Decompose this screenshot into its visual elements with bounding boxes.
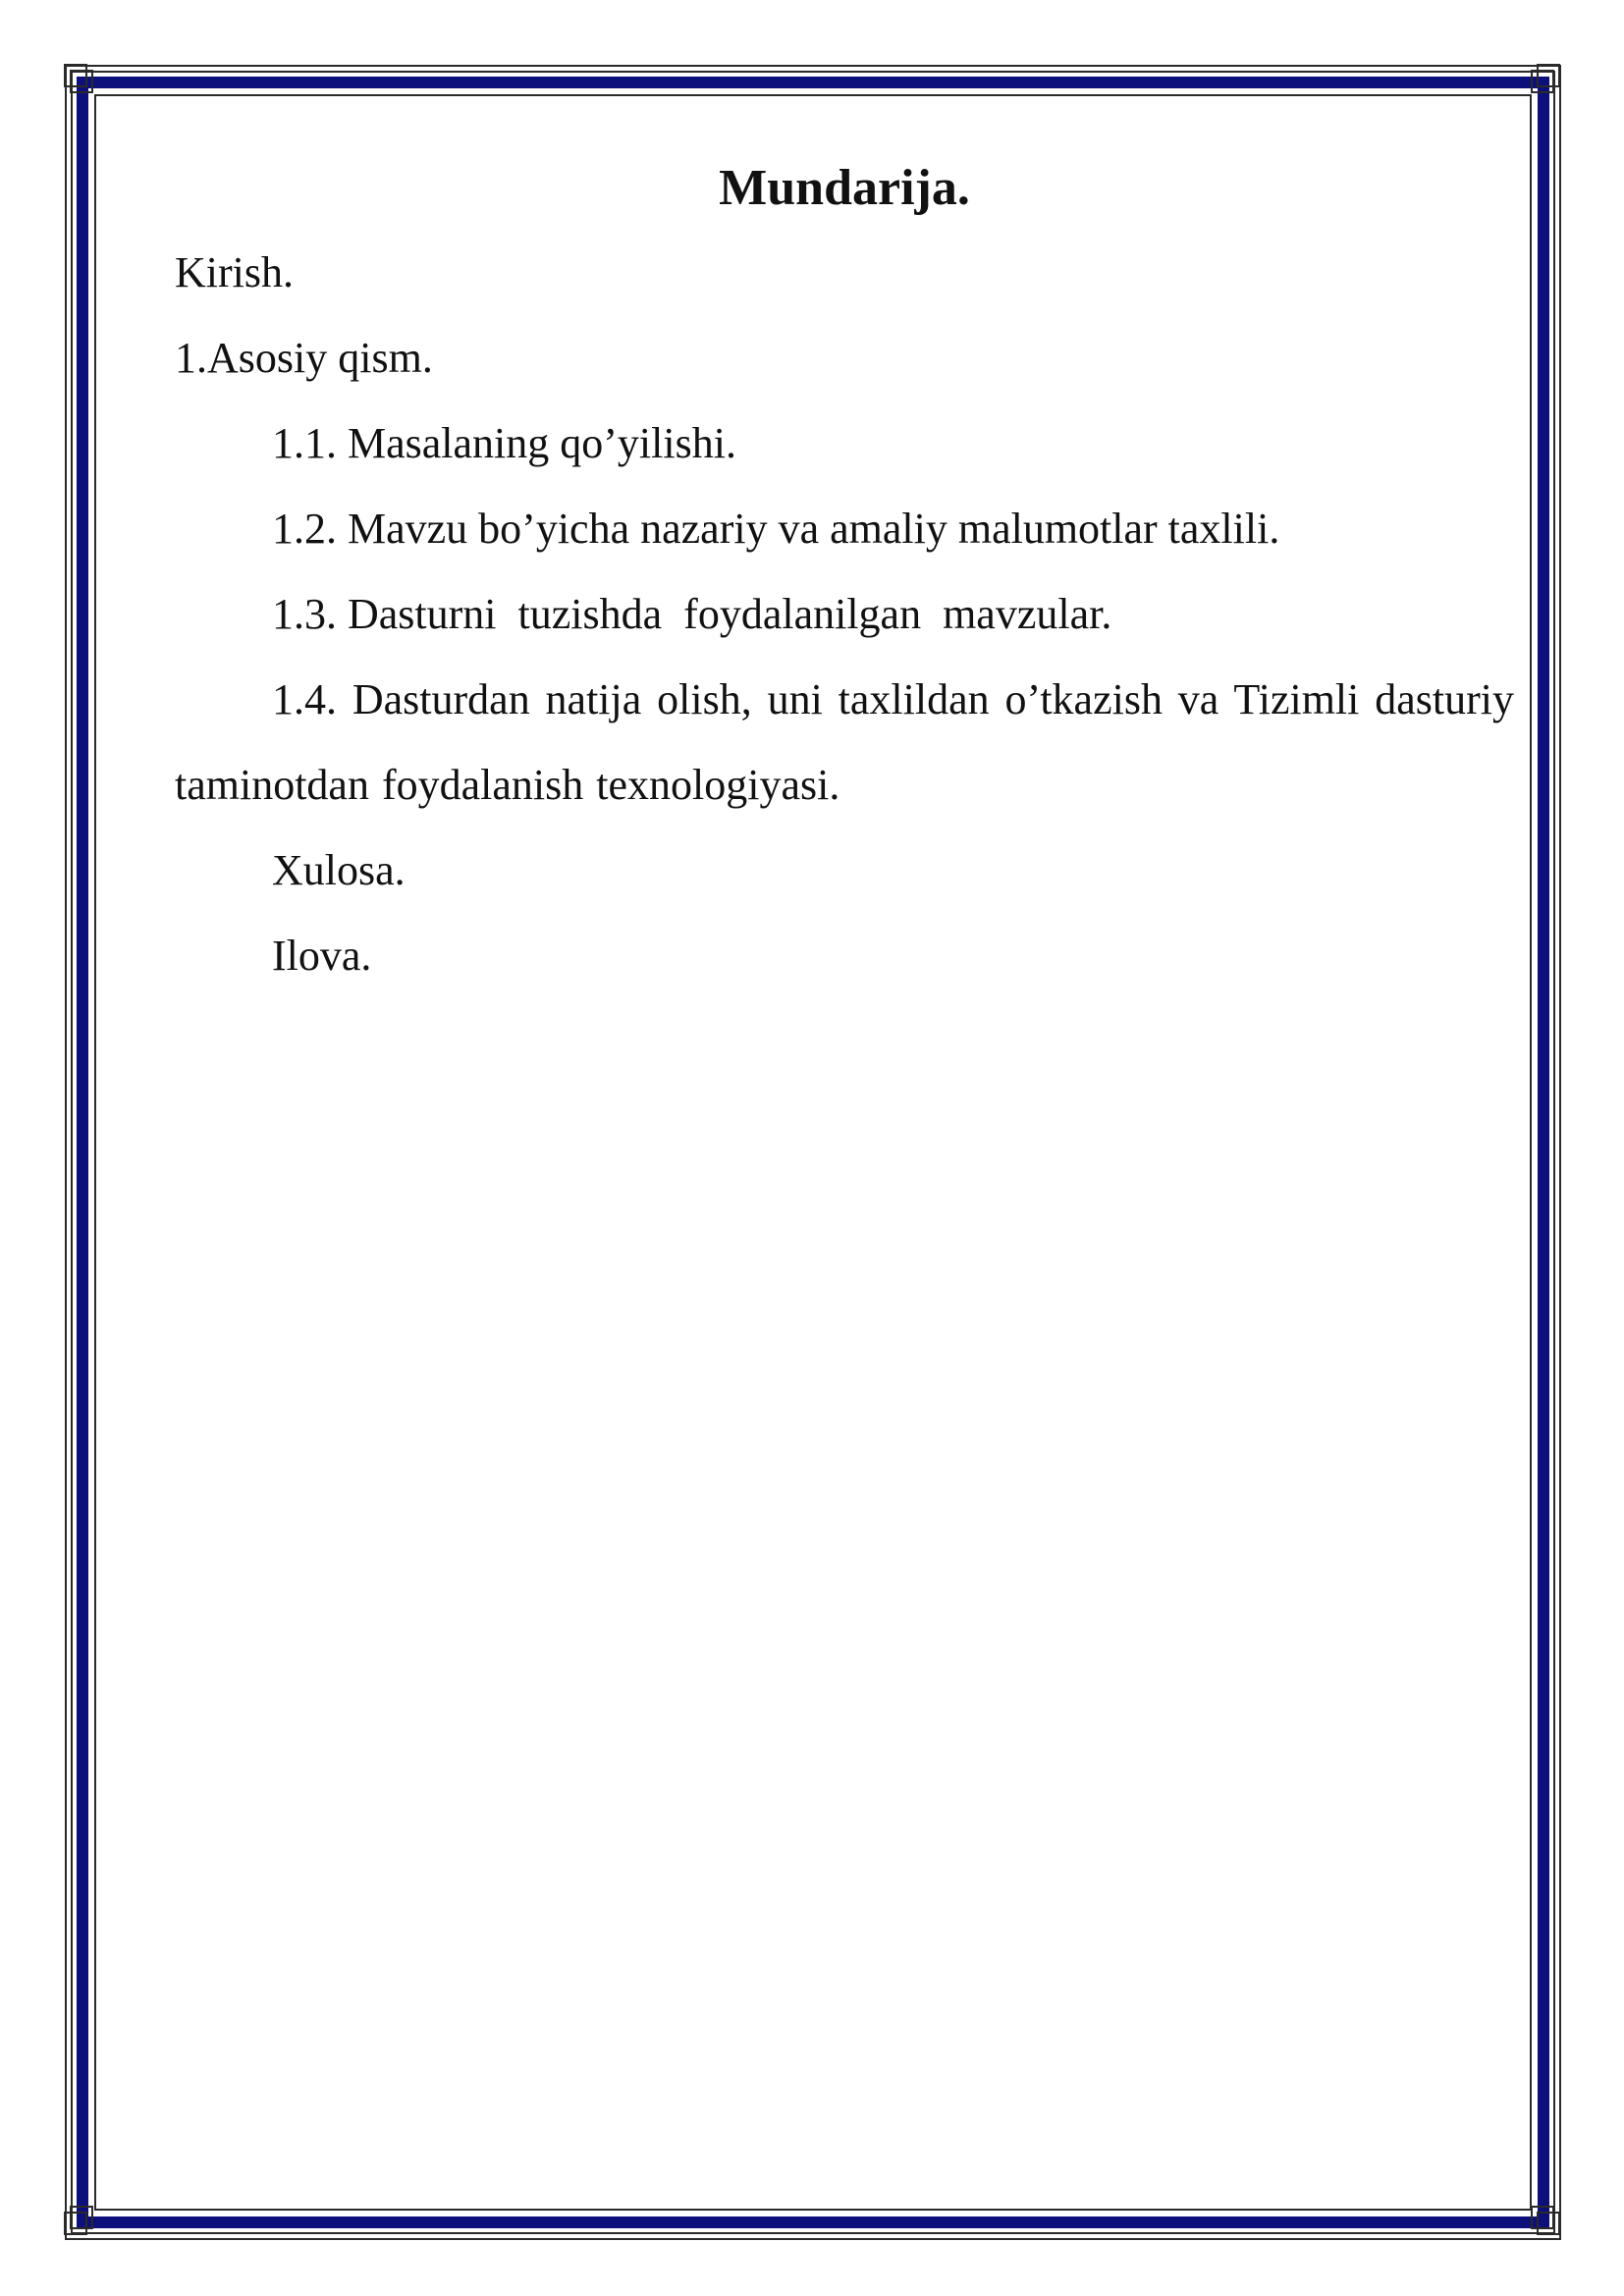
toc-entry-main-part: 1.Asosiy qism. bbox=[175, 334, 433, 382]
toc-entry-1-1: 1.1. Masalaning qo’yilishi. bbox=[272, 419, 736, 467]
page-title: Mundarija. bbox=[719, 160, 970, 216]
frame-corner-ornament bbox=[63, 2197, 102, 2236]
toc-entry-1-4: 1.4. Dasturdan natija olish, uni taxlildan o’tkazish va Tizimli dasturiy taminotdan foydalanish texnologiyasi. bbox=[175, 675, 1514, 809]
toc-entry-intro: Kirish. bbox=[175, 248, 294, 296]
frame-corner-ornament bbox=[63, 63, 102, 102]
toc-entry-appendix: Ilova. bbox=[272, 932, 372, 980]
toc-entry-conclusion: Xulosa. bbox=[272, 846, 406, 894]
frame-corner-ornament bbox=[1522, 2197, 1561, 2236]
toc-entry-1-2: 1.2. Mavzu bo’yicha nazariy va amaliy malumotlar taxlili. bbox=[272, 505, 1280, 553]
table-of-contents bbox=[175, 147, 1514, 998]
toc-entry-1-3: 1.3. Dasturni tuzishda foydalanilgan mavzular. bbox=[272, 590, 1112, 638]
frame-corner-ornament bbox=[1522, 63, 1561, 102]
